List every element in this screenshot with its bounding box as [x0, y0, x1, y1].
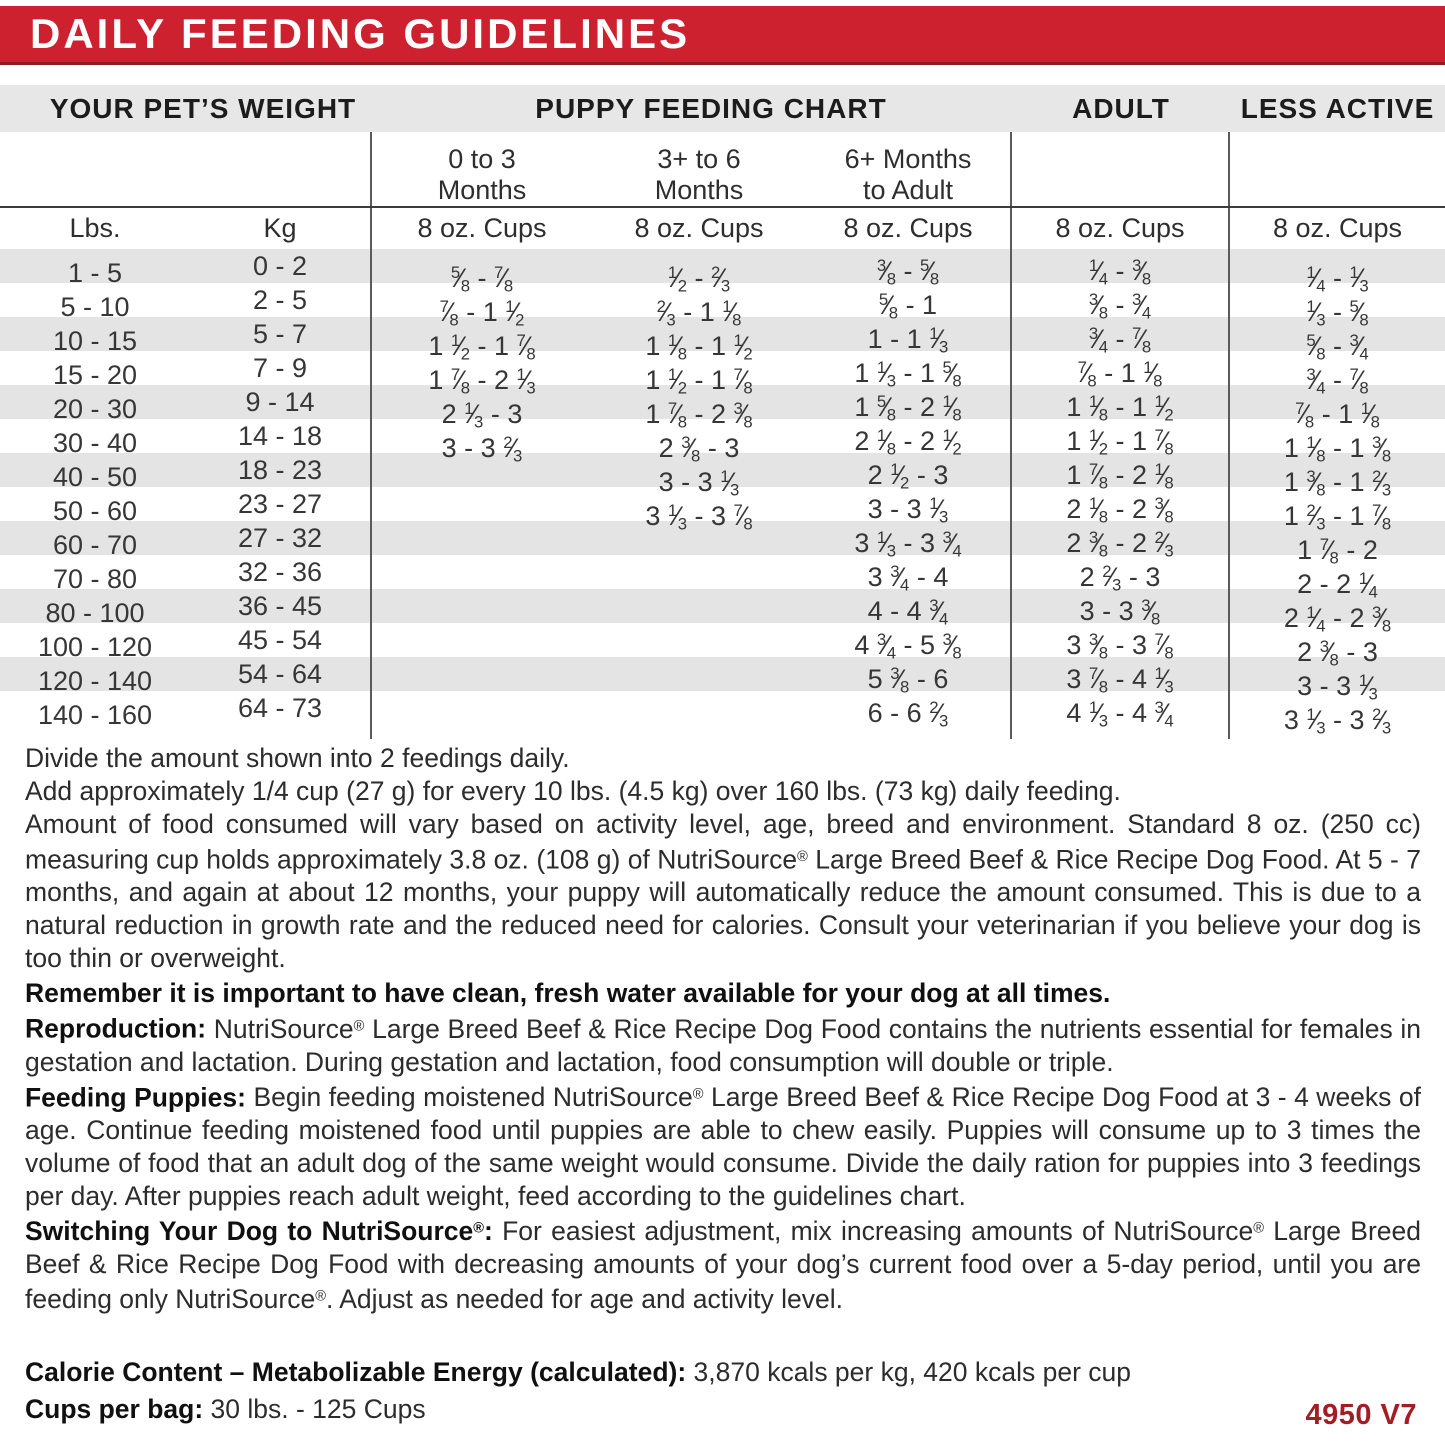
fraction: $^7$⁄8	[667, 398, 687, 432]
cell-adult: 2 $^2$⁄3 - 3	[1012, 555, 1230, 603]
cell-adult: 2 $^3$⁄8 - 2 $^2$⁄3	[1012, 521, 1230, 569]
cell-p6a: 3 - 3 $^1$⁄3	[806, 487, 1012, 535]
cell-adult: $^1$⁄4 - $^3$⁄8	[1012, 249, 1230, 297]
fraction: $^7$⁄8	[494, 262, 514, 296]
fraction: $^1$⁄2	[450, 330, 470, 364]
cell-p3_6: 1 $^1$⁄2 - 1 $^7$⁄8	[645, 364, 753, 398]
cell-less: $^7$⁄8 - 1 $^1$⁄8	[1295, 398, 1380, 432]
fraction: $^3$⁄4	[942, 528, 962, 561]
fraction: $^1$⁄4	[1358, 568, 1378, 602]
section-text: For easiest adjustment, mix increasing amounts of NutriSource® Large Breed Beef & Rice Recipe Dog Food with decreasing amounts of your dog’s current food over a 5-day period, until you are feeding only NutriSource®. Adjust as needed for age and activity level.	[25, 1216, 1422, 1315]
fraction: $^3$⁄8	[1306, 466, 1326, 500]
fraction: $^1$⁄3	[1349, 262, 1369, 296]
page-title: DAILY FEEDING GUIDELINES	[30, 10, 691, 57]
cell-p3_6: 2 $^3$⁄8 - 3	[658, 432, 740, 466]
fraction: $^2$⁄3	[1372, 466, 1392, 500]
note-amount-paragraph: Amount of food consumed will vary based on activity level, age, breed and environment. Standard 8 oz. (250 cc) measuring cup holds approximately 3.8 oz. (108 g) of NutriSource® Large Breed Beef & Rice Recipe Dog Food. At 5 - 7 months, and again at about 12 months, your puppy will automatically reduce the amount consumed. This is due to a natural reduction in growth rate and the reduced need for calories. Consult your veterinarian if you believe your dog is too thin or overweight.	[25, 809, 1421, 974]
cell-p0_3	[372, 528, 592, 562]
spacer	[0, 132, 190, 206]
fraction: $^3$⁄8	[876, 256, 896, 289]
cell-lbs: 1 - 5	[67, 257, 123, 288]
fraction: $^3$⁄8	[733, 398, 753, 432]
fraction: $^5$⁄8	[1349, 296, 1369, 330]
cell-lbs: 15 - 20	[52, 359, 138, 390]
section-label: Feeding Puppies:	[25, 1081, 246, 1112]
unit-cups-adult: 8 oz. Cups	[1012, 208, 1230, 249]
fraction: $^5$⁄8	[878, 290, 899, 323]
cell-adult: 3 $^7$⁄8 - 4 $^1$⁄3	[1012, 657, 1230, 705]
fraction: $^3$⁄8	[1372, 432, 1392, 466]
age-col-0-3-months: 0 to 3 Months	[437, 144, 527, 205]
unit-cups-3-6: 8 oz. Cups	[634, 213, 764, 243]
cell-p6a: $^5$⁄8 - 1	[806, 283, 1012, 331]
cell-p0_3: 1 $^1$⁄2 - 1 $^7$⁄8	[428, 330, 536, 364]
fraction: $^2$⁄3	[1154, 528, 1174, 561]
fraction: $^2$⁄3	[929, 698, 949, 731]
age-col-3-6-months: 3+ to 6 Months	[654, 144, 744, 205]
fraction: $^1$⁄3	[929, 494, 949, 527]
cell-less: 3 $^1$⁄3 - 3 $^2$⁄3	[1283, 704, 1392, 738]
fraction: $^1$⁄2	[505, 296, 525, 330]
cell-kg: 18 - 23	[190, 453, 372, 501]
fraction: $^1$⁄4	[1306, 602, 1326, 636]
fraction: $^1$⁄2	[1154, 392, 1174, 425]
header-your-pets-weight: YOUR PET’S WEIGHT	[49, 92, 357, 124]
cell-p0_3: 2 $^1$⁄3 - 3	[441, 398, 523, 432]
table-row	[0, 249, 1445, 296]
cell-adult: $^7$⁄8 - 1 $^1$⁄8	[1012, 351, 1230, 399]
fraction: $^3$⁄4	[1132, 290, 1152, 323]
cell-p6a: 3 $^3$⁄4 - 4	[806, 555, 1012, 603]
section-feeding-puppies	[25, 1079, 1421, 1213]
cell-less: $^3$⁄4 - $^7$⁄8	[1306, 364, 1369, 398]
fraction: $^1$⁄2	[942, 426, 962, 459]
cell-p3_6: 3 $^1$⁄3 - 3 $^7$⁄8	[645, 500, 753, 534]
fraction: $^5$⁄8	[1306, 330, 1326, 364]
feeding-table	[0, 85, 1445, 738]
section-text: Begin feeding moistened NutriSource® Large Breed Beef & Rice Recipe Dog Food at 3 - 4 weeks of age. Continue feeding moistened food until puppies are able to chew easily. Puppies will consume up to 3 times the volume of food that an adult dog of the same weight would consume. Divide the daily ration for puppies into 3 feedings per day. After puppies reach adult weight, feed according to the guidelines chart.	[25, 1081, 1421, 1211]
cell-p3_6	[592, 596, 806, 630]
cell-adult: 1 $^1$⁄2 - 1 $^7$⁄8	[1012, 419, 1230, 467]
cell-kg: 0 - 2	[190, 249, 372, 297]
age-col-6-months-adult: 6+ Months to Adult	[806, 132, 1012, 206]
fraction: $^1$⁄3	[516, 364, 536, 398]
unit-cups-0-3: 8 oz. Cups	[417, 213, 547, 243]
fraction: $^2$⁄3	[503, 432, 523, 466]
unit-kg: Kg	[190, 208, 372, 249]
cell-kg: 32 - 36	[190, 555, 372, 603]
cell-kg: 54 - 64	[190, 657, 372, 705]
fraction: $^7$⁄8	[1295, 398, 1315, 432]
fraction: $^1$⁄3	[876, 528, 896, 561]
fraction: $^2$⁄3	[1306, 500, 1326, 534]
cell-p6a: 6 - 6 $^2$⁄3	[806, 691, 1012, 739]
cell-kg: 7 - 9	[190, 351, 372, 399]
fraction: $^5$⁄8	[920, 256, 940, 289]
fraction: $^3$⁄4	[1088, 324, 1108, 357]
cell-p3_6: $^1$⁄2 - $^2$⁄3	[667, 262, 731, 296]
cell-p0_3: $^7$⁄8 - 1 $^1$⁄2	[439, 296, 525, 330]
fraction: $^1$⁄3	[464, 398, 484, 432]
cell-lbs: 120 - 140	[37, 665, 153, 696]
cell-adult: 1 $^7$⁄8 - 2 $^1$⁄8	[1012, 453, 1230, 501]
cell-adult: 3 $^3$⁄8 - 3 $^7$⁄8	[1012, 623, 1230, 671]
section-label: Cups per bag:	[25, 1394, 204, 1425]
cell-adult: $^3$⁄4 - $^7$⁄8	[1012, 317, 1230, 365]
cell-p3_6: 1 $^7$⁄8 - 2 $^3$⁄8	[645, 398, 753, 432]
spacer	[190, 132, 372, 206]
fraction: $^2$⁄3	[1102, 562, 1122, 595]
cell-lbs: 40 - 50	[52, 461, 138, 492]
cell-p3_6	[592, 664, 806, 698]
cell-p6a: 1 $^1$⁄3 - 1 $^5$⁄8	[806, 351, 1012, 399]
fraction: $^3$⁄8	[1132, 256, 1152, 289]
fraction: $^7$⁄8	[1319, 534, 1339, 568]
fraction: $^1$⁄8	[1143, 358, 1163, 391]
cell-lbs: 10 - 15	[52, 325, 138, 356]
fraction: $^7$⁄8	[1154, 630, 1174, 663]
fraction: $^7$⁄8	[1154, 426, 1174, 459]
cell-kg: 27 - 32	[190, 521, 372, 569]
title-bar	[0, 6, 1445, 65]
cell-lbs: 50 - 60	[52, 495, 138, 526]
notes-block	[25, 742, 1421, 1426]
cell-kg: 2 - 5	[190, 283, 372, 331]
table-header-band	[0, 85, 1445, 132]
section-calorie-content	[25, 1356, 1421, 1389]
fraction: $^7$⁄8	[733, 500, 753, 534]
fraction: $^1$⁄8	[876, 426, 896, 459]
fraction: $^3$⁄4	[1154, 698, 1174, 731]
cell-adult: 4 $^1$⁄3 - 4 $^3$⁄4	[1012, 691, 1230, 739]
section-text: 3,870 kcals per kg, 420 kcals per cup	[686, 1357, 1132, 1388]
fraction: $^1$⁄3	[929, 324, 949, 357]
header-less-active: LESS ACTIVE	[1240, 92, 1435, 124]
fraction: $^3$⁄8	[1372, 602, 1392, 636]
cell-kg: 9 - 14	[190, 385, 372, 433]
section-text: 30 lbs. - 125 Cups	[203, 1394, 426, 1425]
cell-p6a: 1 - 1 $^1$⁄3	[806, 317, 1012, 365]
cell-less: $^5$⁄8 - $^3$⁄4	[1306, 330, 1369, 364]
cell-p0_3	[372, 494, 592, 528]
cell-p6a: 4 - 4 $^3$⁄4	[806, 589, 1012, 637]
cell-less: 1 $^1$⁄8 - 1 $^3$⁄8	[1283, 432, 1392, 466]
cell-kg: 45 - 54	[190, 623, 372, 671]
fraction: $^5$⁄8	[450, 262, 470, 296]
fraction: $^1$⁄4	[1088, 256, 1108, 289]
fraction: $^3$⁄8	[681, 432, 701, 466]
fraction: $^7$⁄8	[1088, 460, 1108, 493]
age-subheader-row	[0, 132, 1445, 206]
fraction: $^2$⁄3	[1372, 704, 1392, 738]
fraction: $^3$⁄8	[1088, 290, 1108, 323]
units-row	[0, 206, 1445, 249]
cell-lbs: 60 - 70	[52, 529, 138, 560]
note-feedings-daily: Divide the amount shown into 2 feedings daily.	[25, 743, 570, 773]
fraction: $^3$⁄4	[1349, 330, 1369, 364]
cell-kg: 36 - 45	[190, 589, 372, 637]
cell-adult: 2 $^1$⁄8 - 2 $^3$⁄8	[1012, 487, 1230, 535]
fraction: $^1$⁄3	[1306, 704, 1326, 738]
cell-p6a: 2 $^1$⁄8 - 2 $^1$⁄2	[806, 419, 1012, 467]
fraction: $^3$⁄4	[1306, 364, 1326, 398]
fraction: $^1$⁄8	[1088, 392, 1108, 425]
cell-p6a: 4 $^3$⁄4 - 5 $^3$⁄8	[806, 623, 1012, 671]
note-fresh-water: Remember it is important to have clean, fresh water available for your dog at all times.	[25, 978, 1111, 1009]
fraction: $^7$⁄8	[450, 364, 470, 398]
section-text: NutriSource® Large Breed Beef & Rice Recipe Dog Food contains the nutrients essential for females in gestation and lactation. During gestation and lactation, food consumption will double or triple.	[25, 1013, 1421, 1077]
cell-less: 2 $^3$⁄8 - 3	[1297, 636, 1378, 670]
cell-less: 1 $^7$⁄8 - 2	[1297, 534, 1378, 568]
cell-less: 1 $^2$⁄3 - 1 $^7$⁄8	[1283, 500, 1392, 534]
cell-p6a: 5 $^3$⁄8 - 6	[806, 657, 1012, 705]
fraction: $^3$⁄8	[1141, 596, 1161, 629]
fraction: $^1$⁄3	[876, 358, 896, 391]
fraction: $^7$⁄8	[1132, 324, 1152, 357]
cell-adult: 3 - 3 $^3$⁄8	[1012, 589, 1230, 637]
unit-lbs: Lbs.	[69, 213, 121, 243]
spacer	[1012, 132, 1230, 206]
cell-p0_3: $^5$⁄8 - $^7$⁄8	[450, 262, 514, 296]
cell-p3_6: 1 $^1$⁄8 - 1 $^1$⁄2	[645, 330, 753, 364]
fraction: $^7$⁄8	[1088, 664, 1108, 697]
fraction: $^3$⁄4	[890, 562, 910, 595]
spacer	[1230, 132, 1445, 206]
cell-lbs: 5 - 10	[60, 291, 130, 322]
cell-kg: 64 - 73	[190, 691, 372, 739]
cell-p0_3	[372, 698, 592, 732]
cell-p6a: $^3$⁄8 - $^5$⁄8	[806, 249, 1012, 297]
cell-less: $^1$⁄3 - $^5$⁄8	[1306, 296, 1369, 330]
fraction: $^1$⁄8	[1360, 398, 1380, 432]
cell-kg: 23 - 27	[190, 487, 372, 535]
fraction: $^7$⁄8	[1077, 358, 1097, 391]
cell-kg: 14 - 18	[190, 419, 372, 467]
cell-p0_3: 3 - 3 $^2$⁄3	[441, 432, 523, 466]
fraction: $^3$⁄8	[1154, 494, 1174, 527]
cell-p6a: 1 $^5$⁄8 - 2 $^1$⁄8	[806, 385, 1012, 433]
note-add-cup: Add approximately 1/4 cup (27 g) for every 10 lbs. (4.5 kg) over 160 lbs. (73 kg) daily feeding.	[25, 776, 1121, 806]
fraction: $^1$⁄2	[733, 330, 753, 364]
fraction: $^3$⁄8	[1088, 630, 1108, 663]
header-adult: ADULT	[1072, 92, 1170, 124]
cell-p3_6	[592, 562, 806, 596]
cell-kg: 5 - 7	[190, 317, 372, 365]
fraction: $^2$⁄3	[711, 262, 731, 296]
cell-lbs: 140 - 160	[37, 699, 153, 730]
cell-lbs: 20 - 30	[52, 393, 138, 424]
table-body	[0, 249, 1445, 738]
section-cups-per-bag	[25, 1393, 1421, 1426]
cell-less: $^1$⁄4 - $^1$⁄3	[1306, 262, 1369, 296]
fraction: $^3$⁄8	[1319, 636, 1339, 670]
fraction: $^7$⁄8	[516, 330, 536, 364]
cell-less: 2 $^1$⁄4 - 2 $^3$⁄8	[1283, 602, 1392, 636]
cell-less: 3 - 3 $^1$⁄3	[1297, 670, 1378, 704]
section-switching	[25, 1213, 1421, 1317]
cell-lbs: 70 - 80	[52, 563, 138, 594]
unit-cups-6-adult: 8 oz. Cups	[806, 208, 1012, 249]
fraction: $^1$⁄4	[1306, 262, 1326, 296]
form-code: 4950 V7	[1305, 1399, 1417, 1431]
section-label: Switching Your Dog to NutriSource®:	[25, 1216, 493, 1247]
cell-less: 1 $^3$⁄8 - 1 $^2$⁄3	[1283, 466, 1392, 500]
fraction: $^1$⁄3	[720, 466, 740, 500]
fraction: $^1$⁄2	[667, 364, 687, 398]
fraction: $^1$⁄2	[1088, 426, 1108, 459]
cell-lbs: 80 - 100	[45, 597, 145, 628]
fraction: $^7$⁄8	[439, 296, 459, 330]
fraction: $^1$⁄8	[942, 392, 962, 425]
cell-p0_3	[372, 596, 592, 630]
cell-p3_6: $^2$⁄3 - 1 $^1$⁄8	[656, 296, 742, 330]
fraction: $^2$⁄3	[656, 296, 676, 330]
unit-cups-less-active: 8 oz. Cups	[1272, 213, 1403, 243]
cell-p3_6	[592, 630, 806, 664]
cell-lbs: 100 - 120	[37, 631, 153, 662]
cell-p3_6	[592, 528, 806, 562]
cell-lbs: 30 - 40	[52, 427, 138, 458]
cell-p0_3	[372, 630, 592, 664]
fraction: $^1$⁄8	[667, 330, 687, 364]
fraction: $^1$⁄3	[1088, 698, 1108, 731]
fraction: $^5$⁄8	[942, 358, 962, 391]
fraction: $^1$⁄8	[1088, 494, 1108, 527]
cell-p0_3	[372, 664, 592, 698]
header-puppy-feeding-chart: PUPPY FEEDING CHART	[535, 92, 887, 124]
fraction: $^1$⁄2	[667, 262, 687, 296]
fraction: $^3$⁄4	[876, 630, 896, 663]
fraction: $^1$⁄3	[1154, 664, 1174, 697]
cell-p0_3: 1 $^7$⁄8 - 2 $^1$⁄3	[428, 364, 536, 398]
fraction: $^7$⁄8	[1349, 364, 1369, 398]
section-label: Reproduction:	[25, 1013, 207, 1044]
section-label: Calorie Content – Metabolizable Energy (calculated):	[25, 1357, 687, 1388]
cell-p3_6: 3 - 3 $^1$⁄3	[658, 466, 740, 500]
section-reproduction	[25, 1010, 1421, 1078]
fraction: $^3$⁄8	[942, 630, 962, 663]
fraction: $^1$⁄3	[1306, 296, 1326, 330]
cell-less: 2 - 2 $^1$⁄4	[1297, 568, 1378, 602]
cell-adult: 1 $^1$⁄8 - 1 $^1$⁄2	[1012, 385, 1230, 433]
fraction: $^1$⁄2	[890, 460, 910, 493]
fraction: $^3$⁄8	[890, 664, 910, 697]
cell-p0_3	[372, 562, 592, 596]
fraction: $^7$⁄8	[1372, 500, 1392, 534]
fraction: $^1$⁄8	[1306, 432, 1326, 466]
fraction: $^1$⁄8	[722, 296, 742, 330]
fraction: $^7$⁄8	[733, 364, 753, 398]
cell-p6a: 3 $^1$⁄3 - 3 $^3$⁄4	[806, 521, 1012, 569]
fraction: $^1$⁄3	[667, 500, 687, 534]
cell-adult: $^3$⁄8 - $^3$⁄4	[1012, 283, 1230, 331]
fraction: $^3$⁄4	[929, 596, 949, 629]
cell-p3_6	[592, 698, 806, 732]
cell-p0_3	[372, 460, 592, 494]
fraction: $^1$⁄8	[1154, 460, 1174, 493]
cell-p6a: 2 $^1$⁄2 - 3	[806, 453, 1012, 501]
fraction: $^5$⁄8	[876, 392, 896, 425]
fraction: $^3$⁄8	[1088, 528, 1108, 561]
fraction: $^1$⁄3	[1358, 670, 1378, 704]
